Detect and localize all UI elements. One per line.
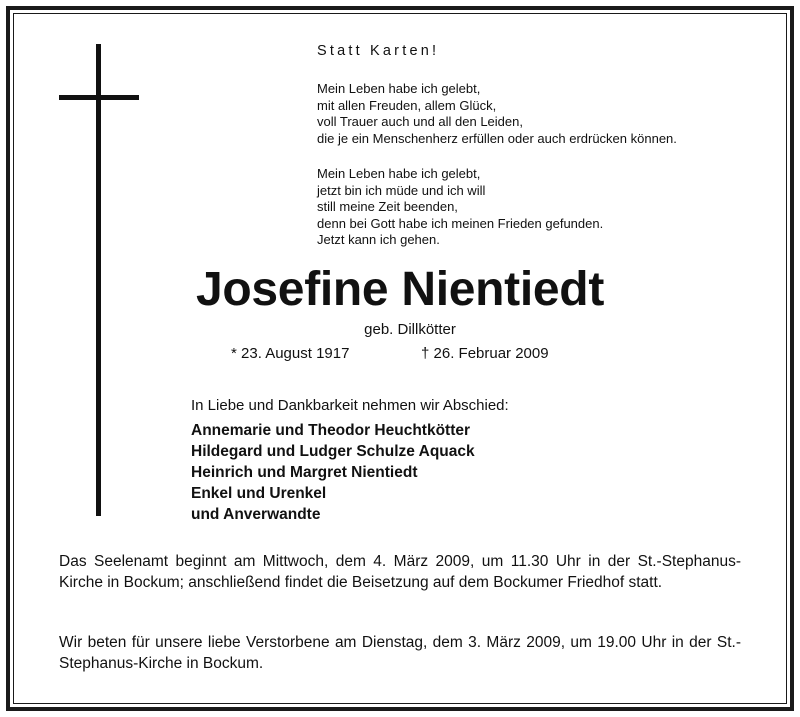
poem-line: die je ein Menschenherz erfüllen oder auch erdrücken können. [317, 130, 677, 146]
poem-line: mit allen Freuden, allem Glück, [317, 97, 497, 113]
death-date: † 26. Februar 2009 [421, 345, 549, 362]
mourner-name: Annemarie und Theodor Heuchtkötter [191, 422, 471, 439]
farewell-text: In Liebe und Dankbarkeit nehmen wir Abschied: [191, 397, 509, 414]
mourner-name: Enkel und Urenkel [191, 485, 327, 502]
poem-line: Jetzt kann ich gehen. [317, 232, 440, 247]
deceased-name: Josefine Nientiedt [195, 263, 604, 316]
birth-date: * 23. August 1917 [231, 345, 350, 362]
mourner-name: und Anverwandte [191, 506, 321, 523]
funeral-mass-notice: Das Seelenamt beginnt am Mittwoch, dem 4. März 2009, um 11.30 Uhr in der St.-Stephanus-Kirche in Bockum; anschließend findet die Beisetzung auf dem Bockumer Friedhof statt. [59, 553, 741, 591]
poem-line: Mein Leben habe ich gelebt, [317, 166, 481, 181]
mourners-list [191, 420, 475, 525]
poem-line: voll Trauer auch und all den Leiden, [317, 114, 523, 129]
heading: Statt Karten! [317, 43, 440, 59]
mourner-name: Heinrich und Margret Nientiedt [191, 464, 418, 481]
prayer-notice: Wir beten für unsere liebe Verstorbene am Dienstag, dem 3. März 2009, um 19.00 Uhr in der St.-Stephanus-Kirche in Bockum. [59, 634, 741, 672]
mourner-name: Hildegard und Ludger Schulze Aquack [191, 443, 475, 460]
poem-line: jetzt bin ich müde und ich will [317, 182, 486, 198]
poem-line: Mein Leben habe ich gelebt, [317, 81, 481, 96]
poem-stanza-2 [317, 166, 603, 249]
poem-stanza-1 [317, 81, 677, 147]
poem-line: still meine Zeit beenden, [317, 199, 458, 214]
maiden-name: geb. Dillkötter [364, 321, 456, 338]
poem-line: denn bei Gott habe ich meinen Frieden gefunden. [317, 215, 604, 231]
cross-horizontal-bar [59, 95, 139, 100]
